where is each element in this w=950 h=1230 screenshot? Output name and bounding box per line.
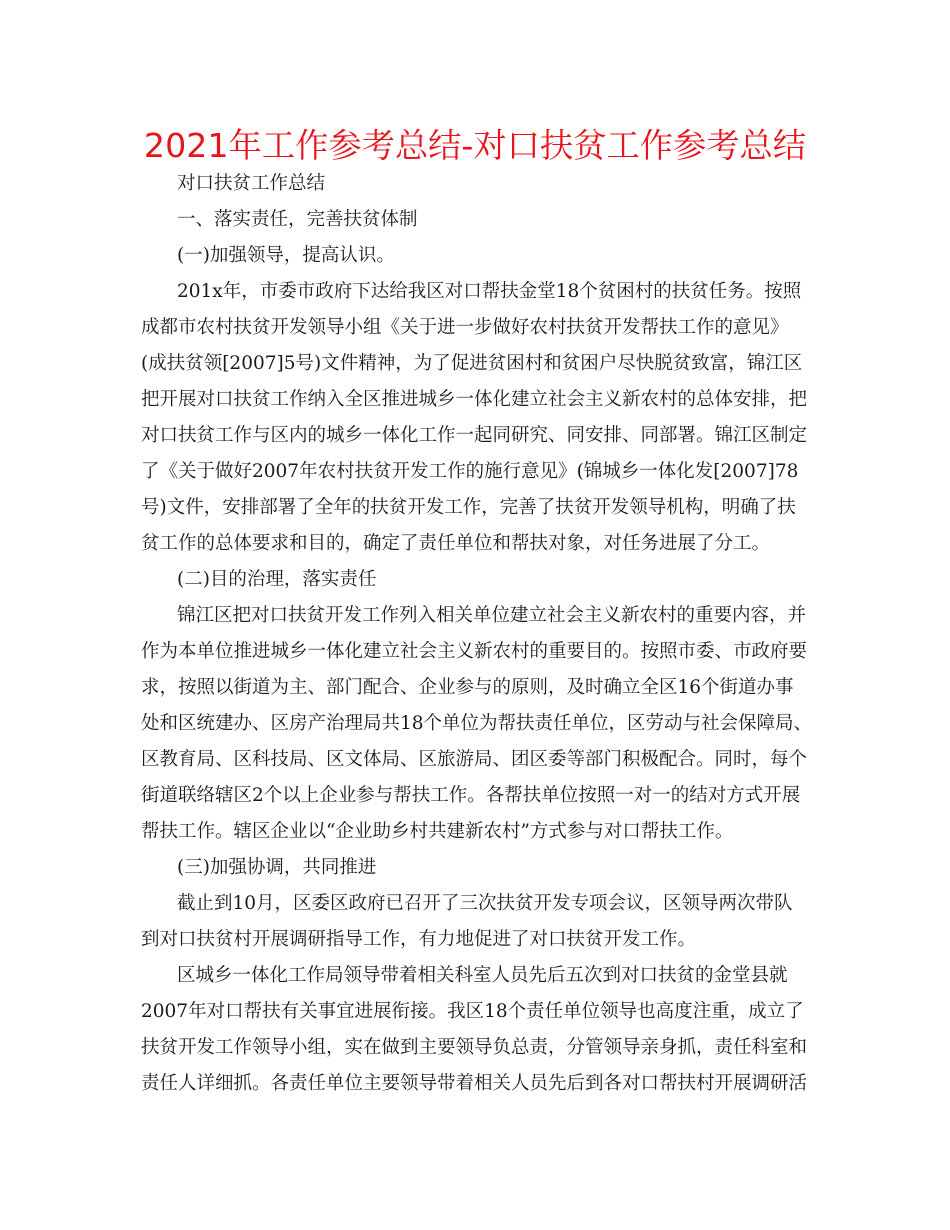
document-title: 2021年工作参考总结-对口扶贫工作参考总结	[143, 126, 807, 165]
body-line: 处和区统建办、区房产治理局共18个单位为帮扶责任单位，区劳动与社会保障局、	[141, 713, 813, 734]
body-line: 把开展对口扶贫工作纳入全区推进城乡一体化建立社会主义新农村的总体安排，把	[141, 389, 808, 410]
document-body	[141, 166, 829, 1102]
body-line: 号)文件，安排部署了全年的扶贫开发工作，完善了扶贫开发领导机构，明确了扶	[141, 497, 796, 518]
body-line: 贫工作的总体要求和目的，确定了责任单位和帮扶对象，对任务进展了分工。	[141, 533, 771, 554]
body-line: (三)加强协调，共同推进	[177, 857, 377, 878]
body-line: 到对口扶贫村开展调研指导工作，有力地促进了对口扶贫开发工作。	[141, 929, 697, 950]
body-line: 扶贫开发工作领导小组，实在做到主要领导负总责，分管领导亲身抓，责任科室和	[141, 1037, 808, 1058]
body-line: 责任人详细抓。各责任单位主要领导带着相关人员先后到各对口帮扶村开展调研活	[141, 1073, 808, 1094]
body-line: (一)加强领导，提高认识。	[177, 245, 395, 266]
body-line: 2007年对口帮扶有关事宜进展衔接。我区18个责任单位领导也高度注重，成立了	[141, 1001, 804, 1022]
body-line: 求，按照以街道为主、部门配合、企业参与的原则，及时确立全区16个街道办事	[141, 677, 794, 698]
body-line: (二)目的治理，落实责任	[177, 569, 377, 590]
body-line: 作为本单位推进城乡一体化建立社会主义新农村的重要目的。按照市委、市政府要	[141, 641, 808, 662]
body-line: 区教育局、区科技局、区文体局、区旅游局、团区委等部门积极配合。同时，每个	[141, 749, 808, 770]
body-line: (成扶贫领[2007]5号)文件精神，为了促进贫困村和贫困户尽快脱贫致富，锦江区	[141, 353, 803, 374]
body-line: 街道联络辖区2个以上企业参与帮扶工作。各帮扶单位按照一对一的结对方式开展	[141, 785, 801, 806]
body-line: 截止到10月，区委区政府已召开了三次扶贫开发专项会议，区领导两次带队	[177, 893, 793, 914]
body-line: 201x年，市委市政府下达给我区对口帮扶金堂18个贫困村的扶贫任务。按照	[177, 281, 802, 302]
body-line: 对口扶贫工作与区内的城乡一体化工作一起同研究、同安排、同部署。锦江区制定	[141, 425, 808, 446]
body-line: 成都市农村扶贫开发领导小组《关于进一步做好农村扶贫开发帮扶工作的意见》	[141, 317, 789, 338]
body-line: 锦江区把对口扶贫开发工作列入相关单位建立社会主义新农村的重要内容，并	[177, 605, 807, 626]
body-line: 区城乡一体化工作局领导带着相关科室人员先后五次到对口扶贫的金堂县就	[177, 965, 788, 986]
body-line: 对口扶贫工作总结	[177, 173, 326, 194]
body-line: 了《关于做好2007年农村扶贫开发工作的施行意见》(锦城乡一体化发[2007]78	[141, 461, 799, 482]
body-line: 一、落实责任，完善扶贫体制	[177, 209, 418, 230]
body-line: 帮扶工作。辖区企业以“企业助乡村共建新农村”方式参与对口帮扶工作。	[141, 821, 734, 842]
